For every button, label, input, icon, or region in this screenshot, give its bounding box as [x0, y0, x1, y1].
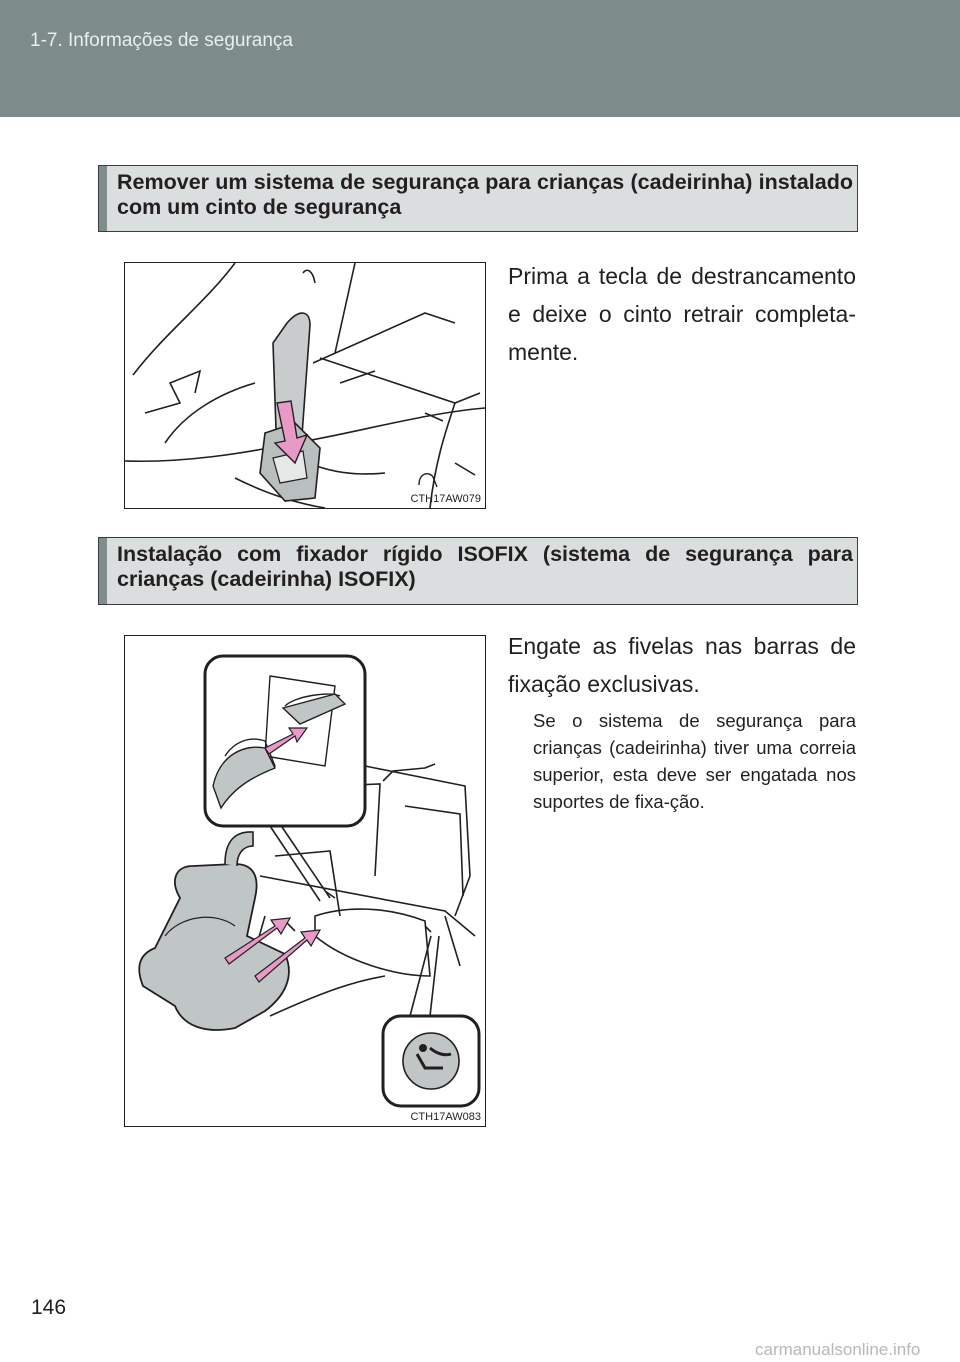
section-title: 1-7. Informações de segurança — [30, 30, 293, 51]
watermark: carmanualsonline.info — [755, 1340, 921, 1359]
heading-text: Instalação com fixador rígido ISOFIX (sistema de segurança para crianças (cadeirinha) ISOFIX) — [117, 542, 853, 591]
section-heading-remove — [98, 165, 858, 232]
illustration-isofix-install — [124, 635, 486, 1127]
figure-code: CTH17AW079 — [410, 493, 481, 505]
illustration-seatbelt-release — [124, 262, 486, 509]
figure-code: CTH17AW083 — [410, 1111, 481, 1123]
heading-text: Remover um sistema de segurança para crianças (cadeirinha) instalado com um cinto de segurança — [117, 170, 853, 219]
isofix-illustration — [125, 636, 485, 1126]
section-heading-isofix — [98, 537, 858, 605]
instruction-text: Engate as fivelas nas barras de fixação exclusivas. — [508, 633, 856, 697]
header-band — [0, 0, 960, 117]
page-number: 146 — [31, 1296, 67, 1319]
seatbelt-buckle-illustration — [125, 263, 485, 508]
instruction-text: Prima a tecla de destrancamento e deixe o cinto retrair completa-mente. — [508, 263, 856, 365]
note-text: Se o sistema de segurança para crianças (cadeirinha) tiver uma correia superior, esta deve ser engatada nos suportes de fixa-ção. — [533, 710, 856, 812]
